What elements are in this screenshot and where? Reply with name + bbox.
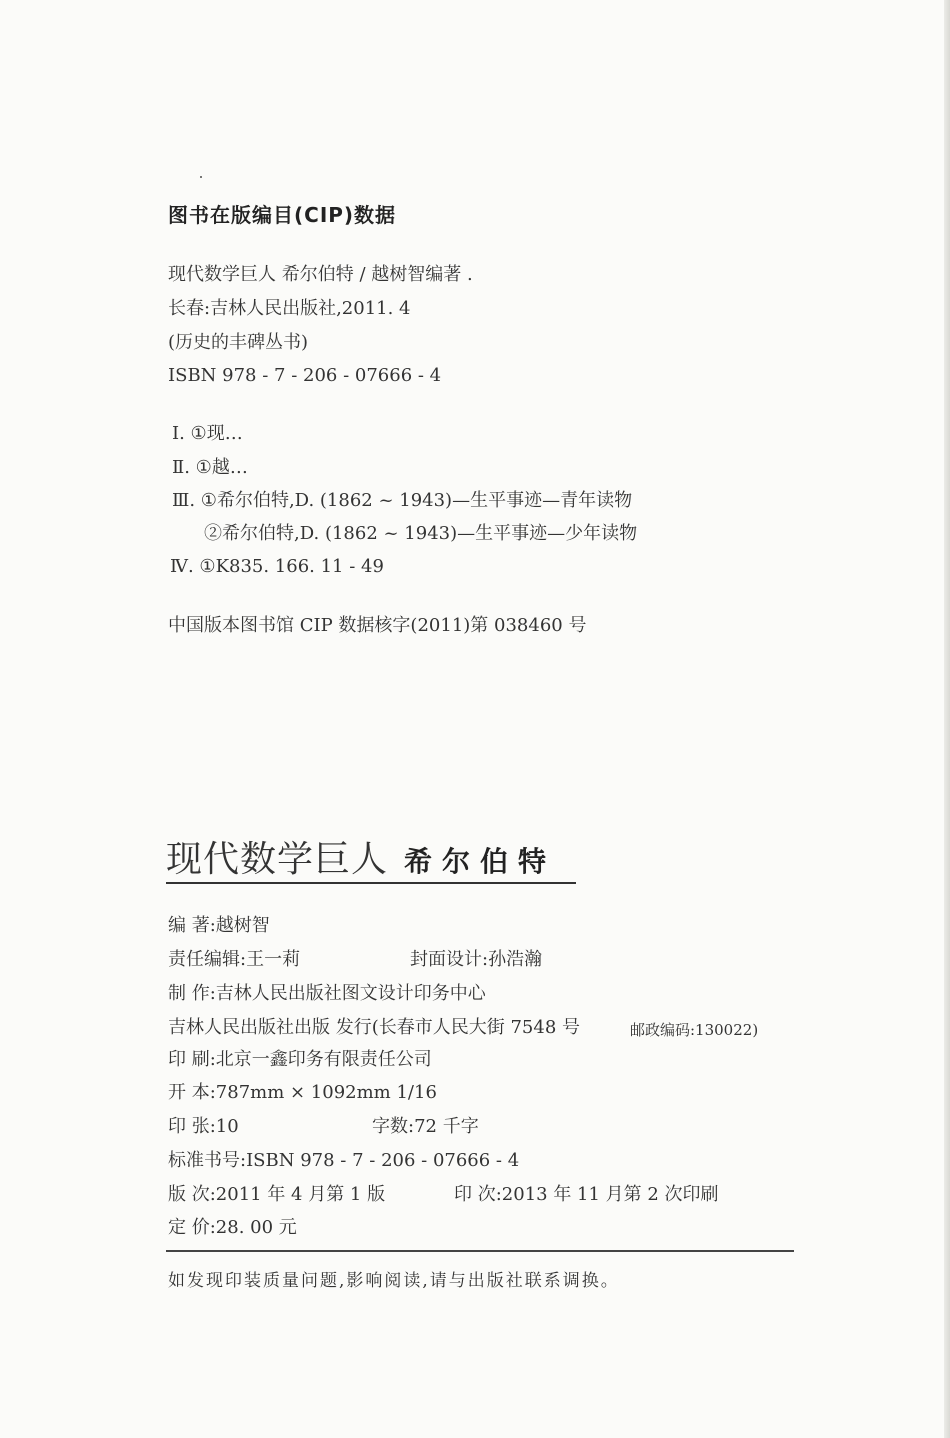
cip-verification: 中国版本图书馆 CIP 数据核字(2011)第 038460 号 — [168, 615, 587, 636]
cip-class-line: Ⅲ. ①希尔伯特,D. (1862 ~ 1943)—生平事迹—青年读物 — [172, 490, 633, 511]
speck — [200, 176, 202, 178]
imprint-sheets: 印 张:10 — [168, 1116, 239, 1137]
imprint-word-count: 字数:72 千字 — [372, 1116, 479, 1137]
imprint-postcode: 邮政编码:130022) — [630, 1021, 759, 1039]
imprint-editor: 责任编辑:王一莉 — [168, 949, 301, 970]
cip-record-line: ISBN 978 - 7 - 206 - 07666 - 4 — [168, 365, 442, 386]
cip-record-line: (历史的丰碑丛书) — [168, 332, 309, 353]
imprint-price: 定 价:28. 00 元 — [168, 1217, 297, 1238]
cip-class-line: Ⅳ. ①K835. 166. 11 - 49 — [170, 556, 384, 577]
imprint-cover-design: 封面设计:孙浩瀚 — [410, 949, 543, 970]
cip-record-line: 现代数学巨人 希尔伯特 / 越树智编著 . — [168, 264, 473, 285]
imprint-production: 制 作:吉林人民出版社图文设计印务中心 — [168, 983, 486, 1004]
imprint-format: 开 本:787mm × 1092mm 1/16 — [168, 1082, 437, 1103]
imprint-printer: 印 刷:北京一鑫印务有限责任公司 — [168, 1049, 432, 1070]
cip-class-line: Ⅰ. ①现… — [172, 423, 243, 444]
cip-heading: 图书在版编目(CIP)数据 — [168, 203, 397, 227]
imprint-isbn: 标准书号:ISBN 978 - 7 - 206 - 07666 - 4 — [168, 1150, 520, 1171]
imprint-author: 编 著:越树智 — [168, 915, 270, 936]
imprint-publisher: 吉林人民出版社出版 发行(长春市人民大街 7548 号 — [168, 1017, 580, 1038]
imprint-printing: 印 次:2013 年 11 月第 2 次印刷 — [454, 1184, 719, 1205]
page-edge-shadow — [944, 0, 950, 1438]
cip-class-line: Ⅱ. ①越… — [172, 457, 248, 478]
quality-notice: 如发现印装质量问题,影响阅读,请与出版社联系调换。 — [168, 1271, 620, 1291]
cip-class-line: ②希尔伯特,D. (1862 ~ 1943)—生平事迹—少年读物 — [204, 523, 638, 544]
cip-record-line: 长春:吉林人民出版社,2011. 4 — [168, 298, 411, 319]
divider-rule — [166, 1250, 794, 1252]
book-title — [166, 838, 576, 884]
book-title-name: 希尔伯特 — [404, 845, 557, 878]
imprint-edition: 版 次:2011 年 4 月第 1 版 — [168, 1184, 386, 1205]
book-title-main: 现代数学巨人 — [166, 839, 389, 880]
